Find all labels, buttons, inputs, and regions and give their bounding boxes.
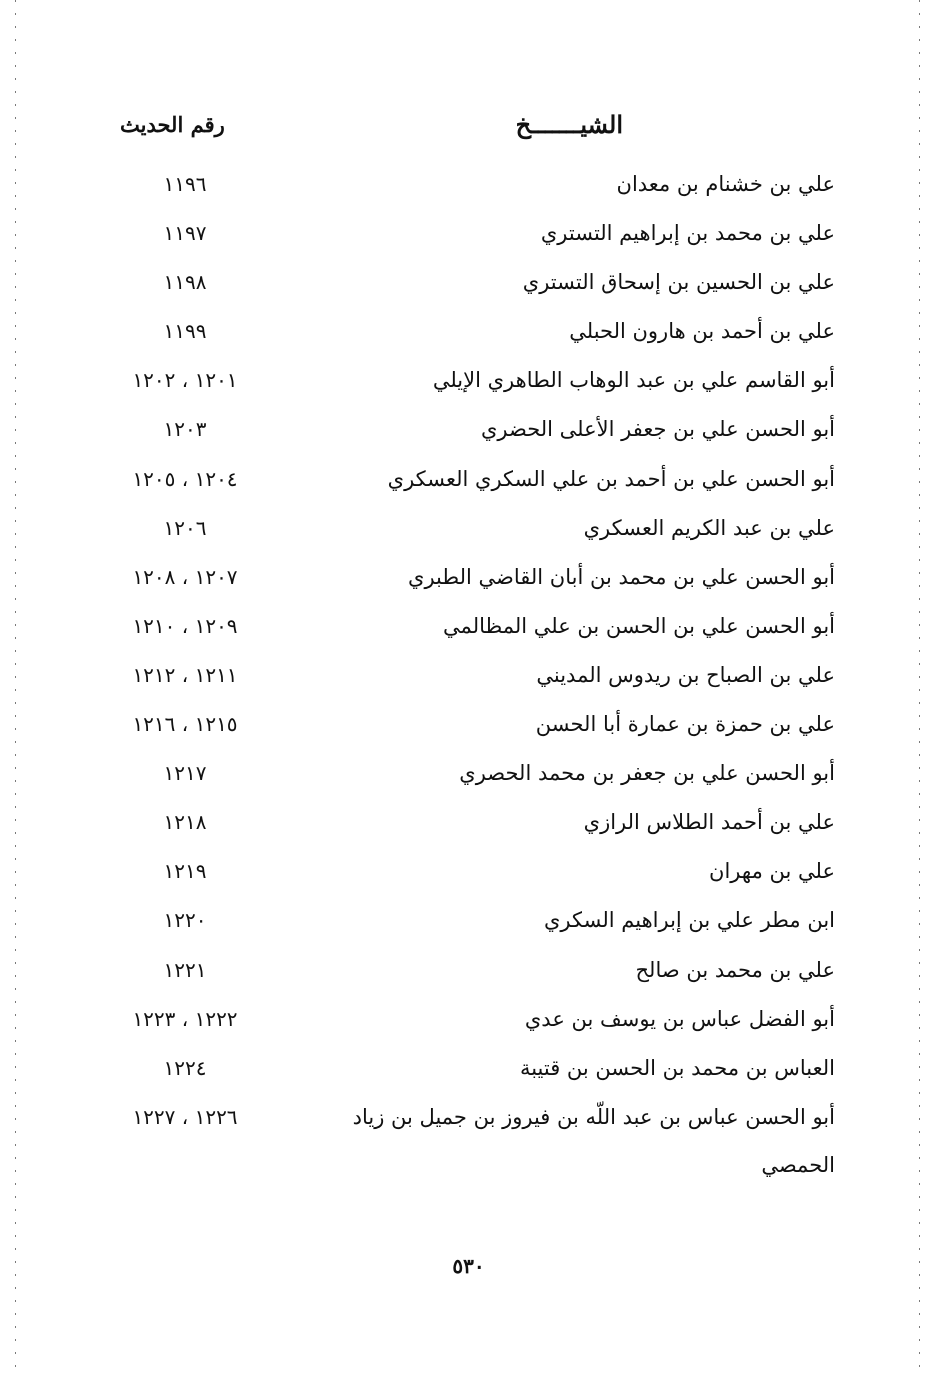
list-item: [100, 896, 835, 945]
hadith-numbers: ١٢٠٩ ، ١٢١٠: [132, 613, 238, 638]
hadith-numbers: ١٢٢٤: [163, 1055, 207, 1080]
list-item: [100, 602, 835, 651]
narrator-name: علي بن حمزة بن عمارة أبا الحسن: [535, 712, 835, 737]
left-margin-dots: [15, 0, 16, 1373]
hadith-numbers: ١١٩٧: [163, 221, 207, 246]
hadith-numbers: ١٢٠٣: [163, 417, 207, 442]
list-item: [100, 749, 835, 798]
narrator-name: علي بن أحمد الطلاس الرازي: [583, 810, 835, 835]
list-item: [100, 504, 835, 553]
narrator-name: ابن مطر علي بن إبراهيم السكري: [544, 908, 835, 933]
list-item: [100, 307, 835, 356]
narrator-name: أبو القاسم علي بن عبد الوهاب الطاهري الإيلي: [432, 368, 835, 393]
hadith-numbers: ١٢٢٦ ، ١٢٢٧: [132, 1104, 238, 1129]
hadith-numbers: ١١٩٩: [163, 319, 207, 344]
narrator-name: علي بن أحمد بن هارون الحبلي: [569, 319, 835, 344]
narrator-list: [100, 160, 835, 1189]
list-item: [100, 798, 835, 847]
narrator-name: أبو الفضل عباس بن يوسف بن عدي: [524, 1006, 835, 1031]
narrator-name: علي بن الحسين بن إسحاق التستري: [522, 270, 835, 295]
narrator-name: علي بن خشنام بن معدان: [616, 172, 835, 196]
list-item: [100, 553, 835, 602]
hadith-numbers: ١٢٠٤ ، ١٢٠٥: [132, 466, 238, 491]
narrator-name: علي بن عبد الكريم العسكري: [583, 515, 835, 540]
list-item: [100, 700, 835, 749]
hadith-numbers: ١٢١٩: [163, 859, 207, 884]
list-item: [100, 405, 835, 454]
list-item: [100, 1044, 835, 1093]
header-shaykh: الشيـــــــخ: [515, 110, 623, 139]
hadith-numbers: ١٢٢١: [163, 957, 207, 982]
hadith-numbers: ١٢٢٠: [163, 908, 207, 933]
hadith-numbers: ١٢٠١ ، ١٢٠٢: [132, 368, 238, 393]
narrator-name: أبو الحسن عباس بن عبد اللّه بن فيروز بن جميل بن زياد الحمصي: [352, 1104, 835, 1177]
hadith-numbers: ١٢٢٢ ، ١٢٢٣: [132, 1006, 238, 1031]
narrator-name: أبو الحسن علي بن محمد بن أبان القاضي الطبري: [408, 564, 835, 589]
hadith-numbers: ١٢٠٧ ، ١٢٠٨: [132, 564, 238, 589]
list-item: [100, 847, 835, 896]
narrator-name: أبو الحسن علي بن جعفر الأعلى الحضري: [480, 417, 835, 442]
list-item: [100, 455, 835, 504]
hadith-numbers: ١١٩٦: [163, 172, 207, 196]
table-header: [100, 110, 835, 146]
narrator-name: علي بن مهران: [709, 859, 835, 884]
hadith-numbers: ١٢٠٦: [163, 515, 207, 540]
list-item: [100, 651, 835, 700]
narrator-name: علي بن محمد بن صالح: [635, 957, 835, 982]
narrator-name: علي بن محمد بن إبراهيم التستري: [540, 221, 835, 246]
hadith-numbers: ١١٩٨: [163, 270, 207, 295]
right-margin-dots: [919, 0, 920, 1373]
narrator-name: أبو الحسن علي بن أحمد بن علي السكري العسكري: [387, 466, 835, 491]
narrator-name: أبو الحسن علي بن جعفر بن محمد الحصري: [459, 761, 835, 786]
list-item: [100, 160, 835, 209]
hadith-numbers: ١٢١١ ، ١٢١٢: [132, 662, 238, 687]
hadith-numbers: ١٢١٧: [163, 761, 207, 786]
narrator-name: أبو الحسن علي بن الحسن بن علي المظالمي: [443, 613, 835, 638]
header-hadith-number: رقم الحديث: [120, 112, 225, 137]
list-item: [100, 1093, 835, 1189]
page-number: ٥٣٠: [452, 1254, 485, 1278]
list-item: [100, 356, 835, 405]
list-item: [100, 946, 835, 995]
list-item: [100, 258, 835, 307]
narrator-name: العباس بن محمد بن الحسن بن قتيبة: [519, 1055, 835, 1080]
narrator-name: علي بن الصباح بن ريدوس المديني: [536, 662, 835, 687]
list-item: [100, 209, 835, 258]
list-item: [100, 995, 835, 1044]
hadith-numbers: ١٢١٥ ، ١٢١٦: [132, 712, 238, 737]
hadith-numbers: ١٢١٨: [163, 810, 207, 835]
